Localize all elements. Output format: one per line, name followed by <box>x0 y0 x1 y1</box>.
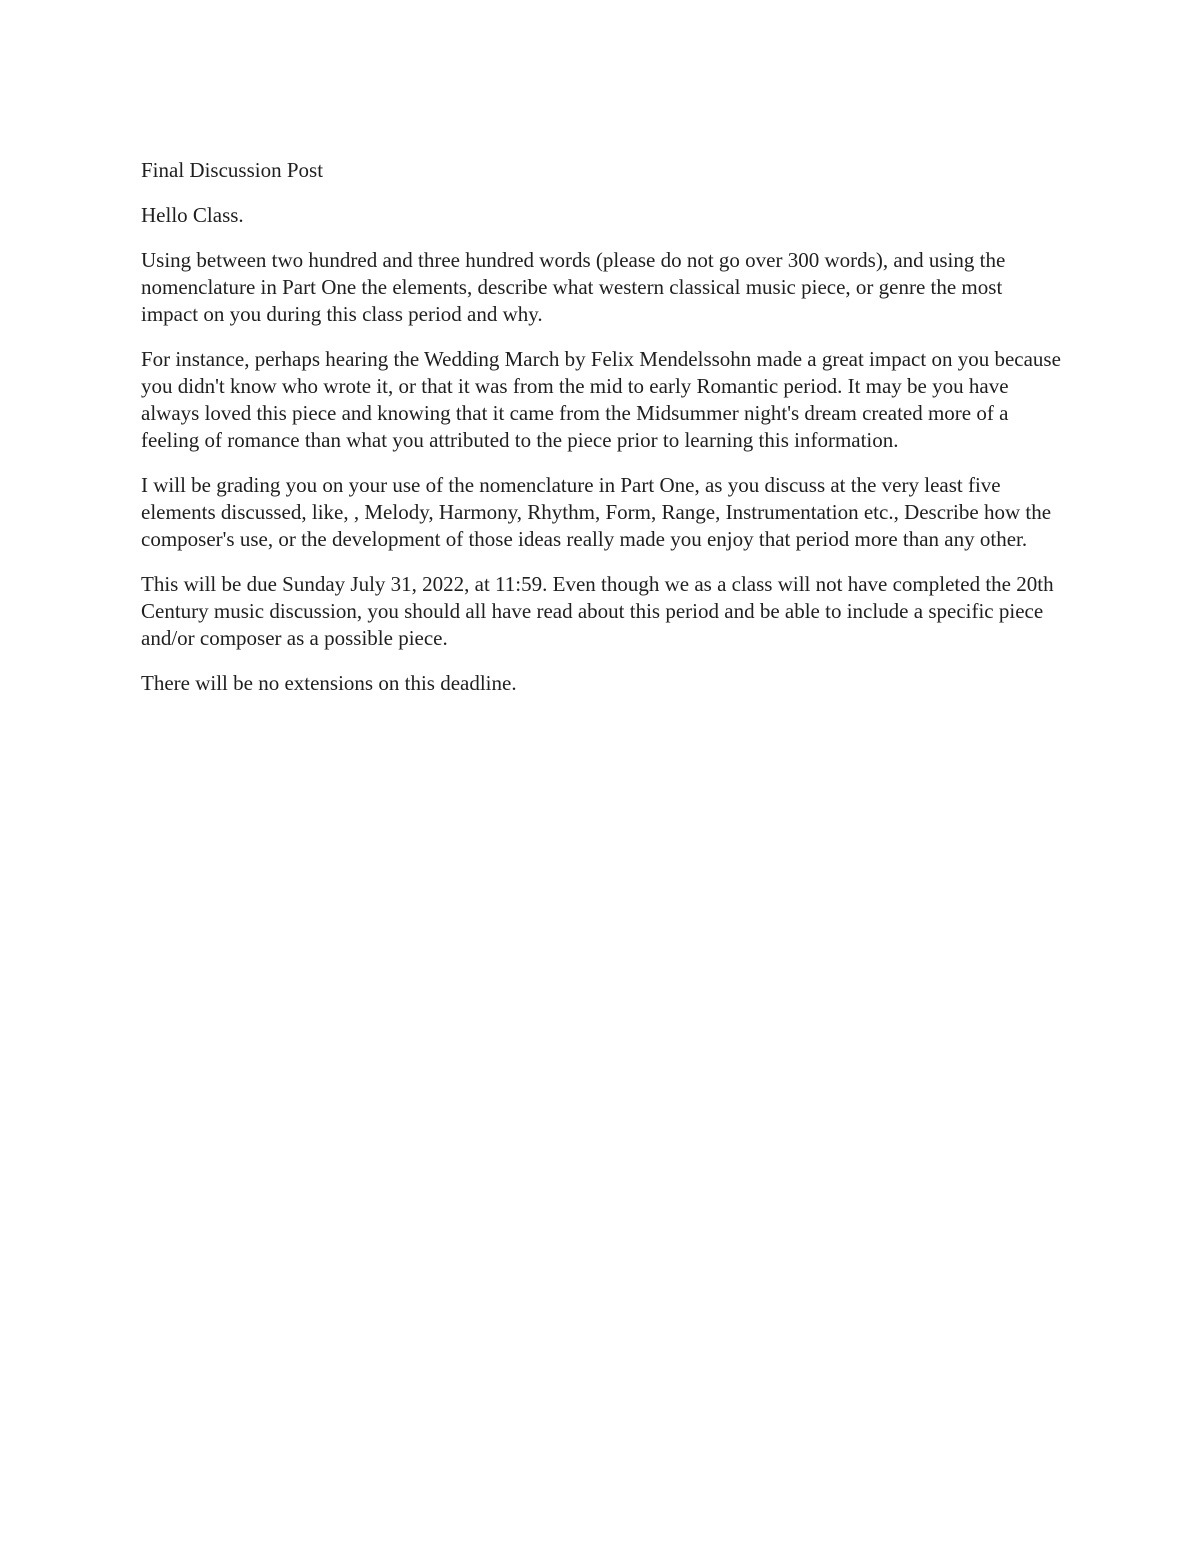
paragraph-due-date: This will be due Sunday July 31, 2022, at 11:59. Even though we as a class will not have completed the 20th Century music discussion, you should all have read about this period and be able to include a specific piece and/or composer as a possible piece. <box>141 572 1054 650</box>
document-title: Final Discussion Post <box>141 158 324 182</box>
paragraph-grading: I will be grading you on your use of the nomenclature in Part One, as you discuss at the very least five elements discussed, like, , Melody, Harmony, Rhythm, Form, Range, Instrumentation etc., Describe how the composer's use, or the development of those ideas really made you enjoy that period more than any other. <box>141 473 1052 551</box>
paragraph-deadline-note: There will be no extensions on this deadline. <box>141 671 517 695</box>
paragraph-example: For instance, perhaps hearing the Wedding March by Felix Mendelssohn made a great impact on you because you didn't know who wrote it, or that it was from the mid to early Romantic period. It may be you have always loved this piece and knowing that it came from the Midsummer night's dream created more of a feeling of romance than what you attributed to the piece prior to learning this information. <box>141 347 1061 452</box>
document-body <box>141 157 1061 715</box>
paragraph-instructions: Using between two hundred and three hundred words (please do not go over 300 words), and using the nomenclature in Part One the elements, describe what western classical music piece, or genre the most impact on you during this class period and why. <box>141 248 1006 326</box>
greeting: Hello Class. <box>141 203 244 227</box>
